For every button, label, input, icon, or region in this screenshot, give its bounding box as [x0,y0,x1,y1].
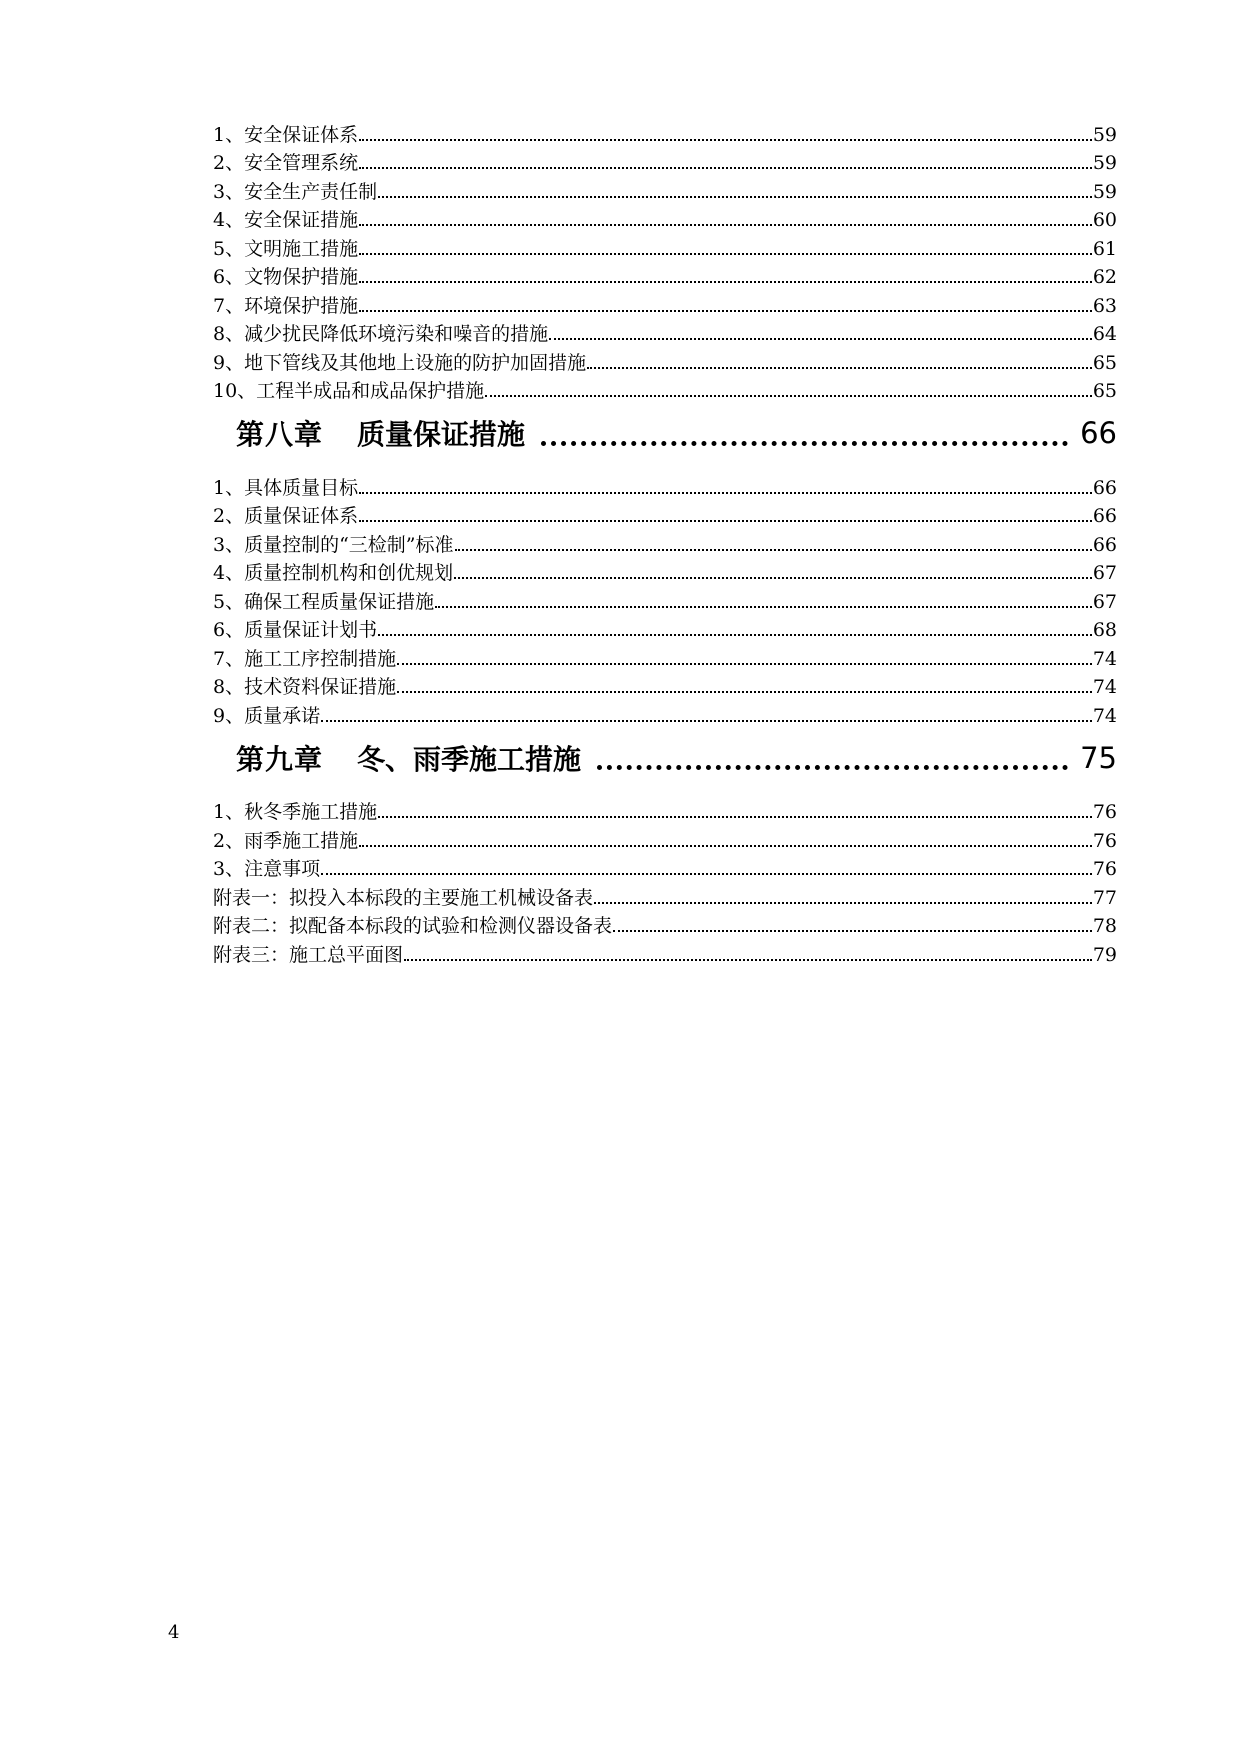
toc-entry-page-number: 76 [1092,858,1117,880]
toc-entry[interactable] [213,471,1117,500]
toc-entry-page-number: 74 [1092,676,1117,698]
dot-leader [359,845,1092,847]
toc-entry[interactable] [213,796,1117,825]
toc-entry-label: 附表一：拟投入本标段的主要施工机械设备表 [213,886,594,909]
toc-entry-page-number: 67 [1092,562,1117,584]
toc-entry-label: 9、地下管线及其他地上设施的防护加固措施 [213,351,587,374]
toc-entry-label: 1、安全保证体系 [213,123,359,146]
toc-entry[interactable] [213,614,1117,643]
dot-leader [359,253,1092,255]
toc-entry-page-number: 61 [1092,237,1117,260]
toc-entry[interactable] [213,147,1117,176]
toc-chapter-heading[interactable] [236,728,1117,788]
page-number: 4 [168,1622,180,1643]
toc-entry-label: 6、文物保护措施 [213,266,359,288]
toc-entry[interactable] [213,585,1117,614]
toc-entry-page-number: 78 [1092,915,1117,937]
toc-entry-label: 5、文明施工措施 [213,237,359,260]
toc-entry-page-number: 65 [1092,380,1117,402]
toc-entry-label: 1、具体质量目标 [213,476,359,499]
dot-leader [378,196,1092,198]
toc-entry[interactable] [213,204,1117,233]
chapter-page-number: 75 [1080,740,1117,775]
toc-entry[interactable] [213,699,1117,728]
toc-entry[interactable] [213,289,1117,318]
dot-leader [455,549,1092,551]
toc-entry-label: 3、质量控制的“三检制”标准 [213,533,454,556]
chapter-title: 冬、雨季施工措施 [357,742,582,776]
dot-leader [597,765,1068,770]
toc-entry-page-number: 59 [1092,180,1117,203]
dot-leader [359,492,1092,494]
chapter-page-number: 66 [1080,416,1117,450]
toc-entry-page-number: 60 [1092,209,1117,231]
toc-entry-label: 8、技术资料保证措施 [213,676,397,698]
toc-entry-label: 9、质量承诺 [213,704,321,727]
dot-leader [594,902,1092,904]
toc-chapter-heading[interactable] [236,403,1117,463]
dot-leader [359,520,1092,522]
toc-entry[interactable] [213,500,1117,529]
toc-entry-page-number: 66 [1092,505,1117,527]
toc-entry-page-number: 66 [1092,533,1117,556]
toc-entry-page-number: 74 [1092,647,1117,670]
toc-entry-label: 2、质量保证体系 [213,505,359,527]
toc-entry[interactable] [213,642,1117,671]
dot-leader [454,577,1092,579]
toc-entry-label: 2、安全管理系统 [213,152,359,174]
toc-entry-page-number: 76 [1092,829,1117,852]
toc-entry[interactable] [213,938,1117,967]
toc-entry-page-number: 74 [1092,704,1117,727]
dot-leader [613,930,1092,932]
chapter-title: 质量保证措施 [357,418,526,451]
chapter-number: 第九章 [236,742,324,776]
toc-entry-page-number: 64 [1092,323,1117,345]
dot-leader [541,441,1068,446]
dot-leader [321,873,1092,875]
toc-entry-page-number: 68 [1092,619,1117,641]
toc-entry-page-number: 79 [1092,943,1117,966]
toc-entry-label: 7、环境保护措施 [213,294,359,317]
dot-leader [321,720,1092,722]
dot-leader [359,224,1092,226]
toc-entry-page-number: 66 [1092,476,1117,499]
toc-entry-page-number: 59 [1092,123,1117,146]
toc-entry-label: 8、减少扰民降低环境污染和噪音的措施 [213,323,549,345]
toc-entry-label: 2、雨季施工措施 [213,829,359,852]
dot-leader [397,663,1092,665]
table-of-contents [213,118,1117,967]
chapter-number: 第八章 [236,418,324,451]
dot-leader [359,139,1092,141]
toc-entry-label: 10、工程半成品和成品保护措施 [213,380,485,402]
toc-entry[interactable] [213,175,1117,204]
toc-entry-page-number: 65 [1092,351,1117,374]
toc-entry-page-number: 59 [1092,152,1117,174]
toc-entry[interactable] [213,118,1117,147]
toc-entry[interactable] [213,881,1117,910]
toc-entry-label: 1、秋冬季施工措施 [213,801,378,823]
toc-entry-label: 5、确保工程质量保证措施 [213,590,435,613]
toc-entry[interactable] [213,375,1117,404]
toc-entry-page-number: 76 [1092,801,1117,823]
dot-leader [549,338,1092,340]
dot-leader [397,691,1092,693]
toc-entry-page-number: 62 [1092,266,1117,288]
toc-entry-label: 7、施工工序控制措施 [213,647,397,670]
dot-leader [378,816,1092,818]
dot-leader [587,367,1092,369]
dot-leader [359,281,1092,283]
toc-entry-label: 4、质量控制机构和创优规划 [213,562,454,584]
toc-entry[interactable] [213,232,1117,261]
toc-entry-page-number: 63 [1092,294,1117,317]
toc-entry[interactable] [213,853,1117,882]
toc-entry[interactable] [213,346,1117,375]
toc-entry-page-number: 77 [1092,886,1117,909]
toc-entry[interactable] [213,318,1117,347]
dot-leader [435,606,1092,608]
toc-entry-label: 4、安全保证措施 [213,209,359,231]
toc-entry-label: 6、质量保证计划书 [213,619,378,641]
toc-entry[interactable] [213,261,1117,290]
toc-entry[interactable] [213,557,1117,586]
dot-leader [485,395,1092,397]
toc-entry[interactable] [213,910,1117,939]
toc-entry[interactable] [213,671,1117,700]
dot-leader [378,634,1092,636]
toc-entry[interactable] [213,528,1117,557]
toc-entry-label: 3、安全生产责任制 [213,180,378,203]
dot-leader [359,310,1092,312]
toc-entry[interactable] [213,824,1117,853]
toc-entry-label: 附表三：施工总平面图 [213,943,404,966]
toc-entry-page-number: 67 [1092,590,1117,613]
dot-leader [359,167,1092,169]
toc-entry-label: 附表二：拟配备本标段的试验和检测仪器设备表 [213,915,613,937]
dot-leader [404,959,1092,961]
toc-entry-label: 3、注意事项 [213,858,321,880]
